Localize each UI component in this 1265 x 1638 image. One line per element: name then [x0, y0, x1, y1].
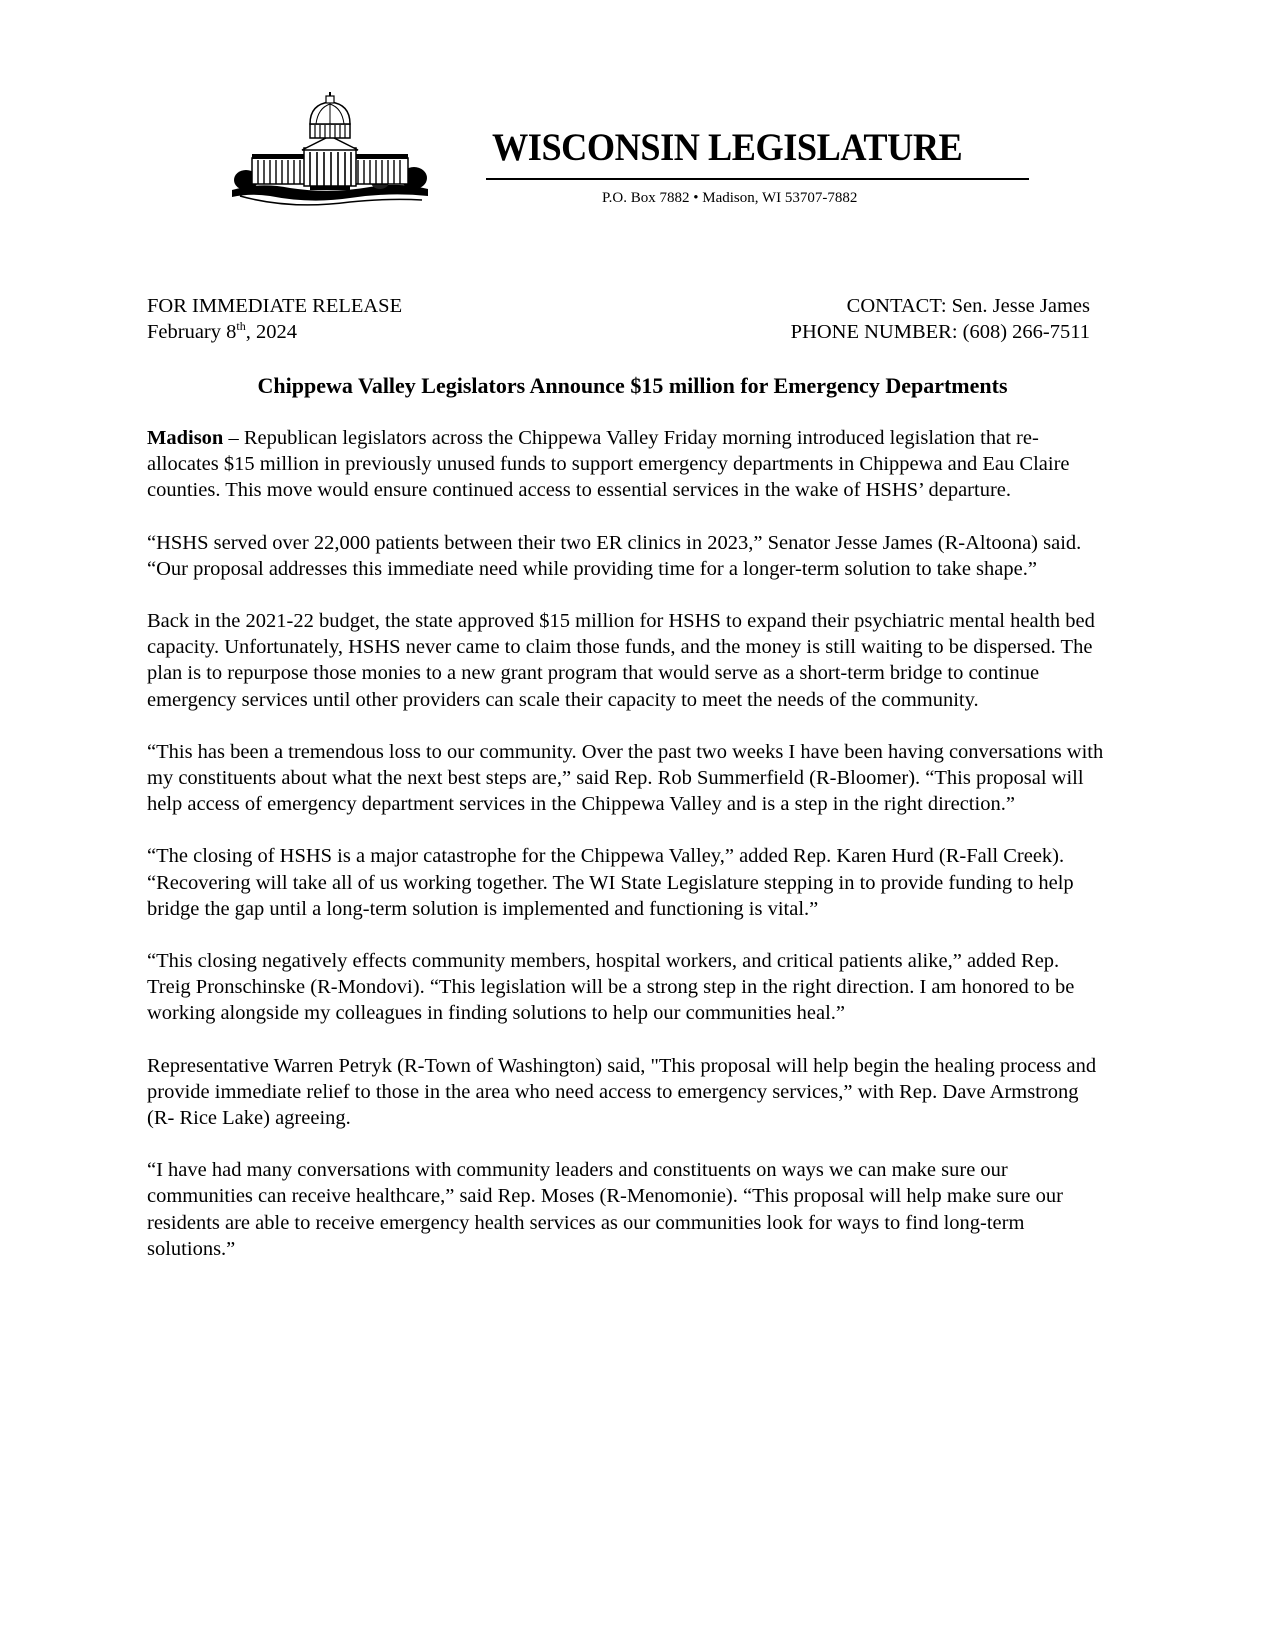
press-release-body	[147, 425, 1107, 1288]
capitol-building-logo	[230, 92, 430, 212]
paragraph-6: “This closing negatively effects community members, hospital workers, and critical patients alike,” added Rep. Treig Pronschinske (R-Mondovi). “This legislation will be a strong step in the right direction. I am honored to be working alongside my colleagues in finding solutions to help our communities heal.”	[147, 950, 1075, 1025]
paragraph-1-text: – Republican legislators across the Chippewa Valley Friday morning introduced legislation that re-allocates $15 million in previously unused funds to support emergency departments in Chippewa and Eau Claire counties. This move would ensure continued access to essential services in the wake of HSHS’ departure.	[147, 427, 1070, 502]
letterhead-divider	[486, 178, 1029, 180]
release-date-month-day: February 8	[147, 321, 237, 343]
organization-name: WISCONSIN LEGISLATURE	[492, 126, 963, 169]
dateline: Madison	[147, 427, 224, 449]
contact-info	[791, 293, 1090, 345]
paragraph-2: “HSHS served over 22,000 patients between their two ER clinics in 2023,” Senator Jesse James (R-Altoona) said. “Our proposal addresses this immediate need while providing time for a longer-term solution to take shape.”	[147, 531, 1082, 580]
press-release-headline: Chippewa Valley Legislators Announce $15 million for Emergency Departments	[257, 373, 1008, 398]
release-date-year: , 2024	[245, 321, 297, 343]
release-date-suffix: th	[236, 319, 246, 334]
paragraph-3: Back in the 2021-22 budget, the state approved $15 million for HSHS to expand their psychiatric mental health bed capacity. Unfortunately, HSHS never came to claim those funds, and the money is still waiting to be dispersed. The plan is to repurpose those monies to a new grant program that would serve as a short-term bridge to continue emergency services until other providers can scale their capacity to meet the needs of the community.	[147, 610, 1095, 711]
organization-address: P.O. Box 7882 • Madison, WI 53707-7882	[602, 190, 858, 206]
paragraph-7: Representative Warren Petryk (R-Town of Washington) said, "This proposal will help begin the healing process and provide immediate relief to those in the area who need access to emergency services,” with Rep. Dave Armstrong (R- Rice Lake) agreeing.	[147, 1054, 1097, 1130]
release-label: FOR IMMEDIATE RELEASE	[147, 295, 403, 317]
paragraph-1	[147, 425, 1107, 504]
paragraph-8: “I have had many conversations with community leaders and constituents on ways we can make sure our communities can receive healthcare,” said Rep. Moses (R-Menomonie). “This proposal will help make sure our residents are able to receive emergency health services as our communities look for ways to find long-term solutions.”	[147, 1159, 1063, 1260]
release-info	[147, 293, 402, 345]
letterhead	[0, 0, 1265, 230]
release-date	[147, 319, 402, 345]
contact-phone: PHONE NUMBER: (608) 266-7511	[790, 321, 1090, 343]
paragraph-5: “The closing of HSHS is a major catastrophe for the Chippewa Valley,” added Rep. Karen Hurd (R-Fall Creek). “Recovering will take all of us working together. The WI State Legislature stepping in to provide funding to help bridge the gap until a long-term solution is implemented and functioning is vital.”	[147, 845, 1074, 920]
contact-name: CONTACT: Sen. Jesse James	[846, 295, 1090, 317]
paragraph-4: “This has been a tremendous loss to our community. Over the past two weeks I have been having conversations with my constituents about what the next best steps are,” said Rep. Rob Summerfield (R-Bloomer). “This proposal will help access of emergency department services in the Chippewa Valley and is a step in the right direction.”	[147, 740, 1104, 816]
